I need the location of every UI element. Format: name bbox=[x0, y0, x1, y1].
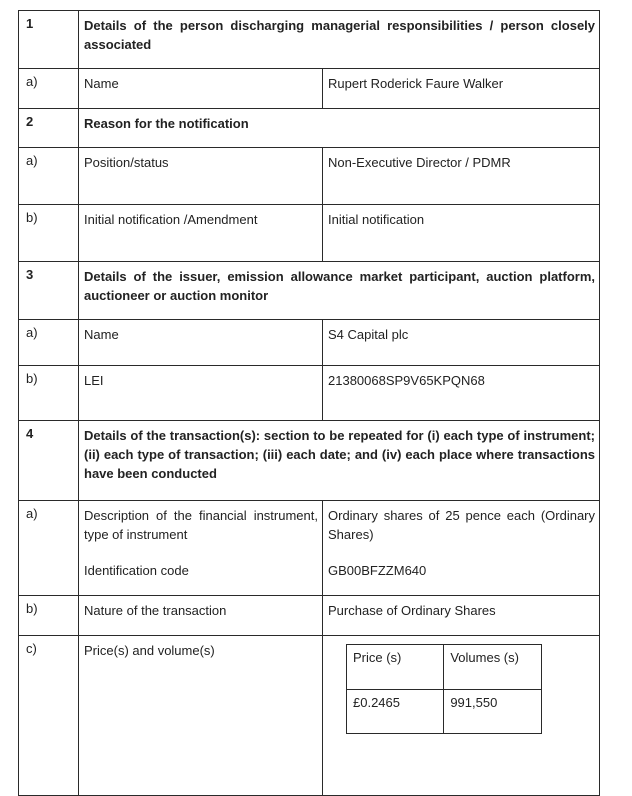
field-key: LEI bbox=[79, 366, 323, 421]
field-value: Rupert Roderick Faure Walker bbox=[323, 69, 600, 109]
section-title: Details of the transaction(s): section to be repeated for (i) each type of instrument; (ii) each type of transaction; (iii) each date; and (iv) each place where transactions have been conducted bbox=[79, 421, 600, 501]
row-label: a) bbox=[19, 501, 79, 596]
section-number: 4 bbox=[19, 421, 79, 501]
field-key: Name bbox=[79, 69, 323, 109]
section-title: Reason for the notification bbox=[79, 109, 600, 148]
field-value-cell bbox=[323, 501, 600, 596]
section-4-row-b bbox=[19, 596, 600, 636]
volume-header: Volumes (s) bbox=[444, 645, 542, 690]
section-number: 3 bbox=[19, 262, 79, 320]
field-value-secondary: GB00BFZZM640 bbox=[328, 563, 427, 578]
row-label: a) bbox=[19, 69, 79, 109]
price-volume-value-row bbox=[347, 690, 542, 734]
row-label: a) bbox=[19, 148, 79, 205]
field-value: Initial notification bbox=[323, 205, 600, 262]
field-key: Name bbox=[79, 320, 323, 366]
field-key: Initial notification /Amendment bbox=[79, 205, 323, 262]
section-2-header-row bbox=[19, 109, 600, 148]
row-label: c) bbox=[19, 636, 79, 796]
section-number: 1 bbox=[19, 11, 79, 69]
price-volume-table bbox=[346, 644, 542, 734]
row-label: b) bbox=[19, 596, 79, 636]
section-4-row-a bbox=[19, 501, 600, 596]
field-key: Price(s) and volume(s) bbox=[79, 636, 323, 796]
field-value: 21380068SP9V65KPQN68 bbox=[323, 366, 600, 421]
field-key: Description of the financial instrument, type of instrument bbox=[84, 508, 318, 542]
spacer bbox=[328, 544, 595, 561]
row-label: a) bbox=[19, 320, 79, 366]
section-2-row-a bbox=[19, 148, 600, 205]
section-3-header-row bbox=[19, 262, 600, 320]
section-title: Details of the issuer, emission allowance market participant, auction platform, auctioneer or auction monitor bbox=[79, 262, 600, 320]
row-label: b) bbox=[19, 366, 79, 421]
field-value: S4 Capital plc bbox=[323, 320, 600, 366]
field-value: Purchase of Ordinary Shares bbox=[323, 596, 600, 636]
section-2-row-b bbox=[19, 205, 600, 262]
field-key: Nature of the transaction bbox=[79, 596, 323, 636]
section-3-row-b bbox=[19, 366, 600, 421]
field-key: Position/status bbox=[79, 148, 323, 205]
field-key-secondary: Identification code bbox=[84, 563, 189, 578]
section-3-row-a bbox=[19, 320, 600, 366]
section-1-row-a bbox=[19, 69, 600, 109]
spacer bbox=[84, 544, 318, 561]
price-value: £0.2465 bbox=[347, 690, 444, 734]
volume-value: 991,550 bbox=[444, 690, 542, 734]
row-label: b) bbox=[19, 205, 79, 262]
field-key-cell bbox=[79, 501, 323, 596]
section-4-header-row bbox=[19, 421, 600, 501]
section-1-header-row bbox=[19, 11, 600, 69]
price-header: Price (s) bbox=[347, 645, 444, 690]
field-value: Ordinary shares of 25 pence each (Ordinary Shares) bbox=[328, 508, 596, 542]
field-value: Non-Executive Director / PDMR bbox=[323, 148, 600, 205]
section-title: Details of the person discharging managerial responsibilities / person closely associated bbox=[79, 11, 600, 69]
price-volume-header-row bbox=[347, 645, 542, 690]
section-number: 2 bbox=[19, 109, 79, 148]
